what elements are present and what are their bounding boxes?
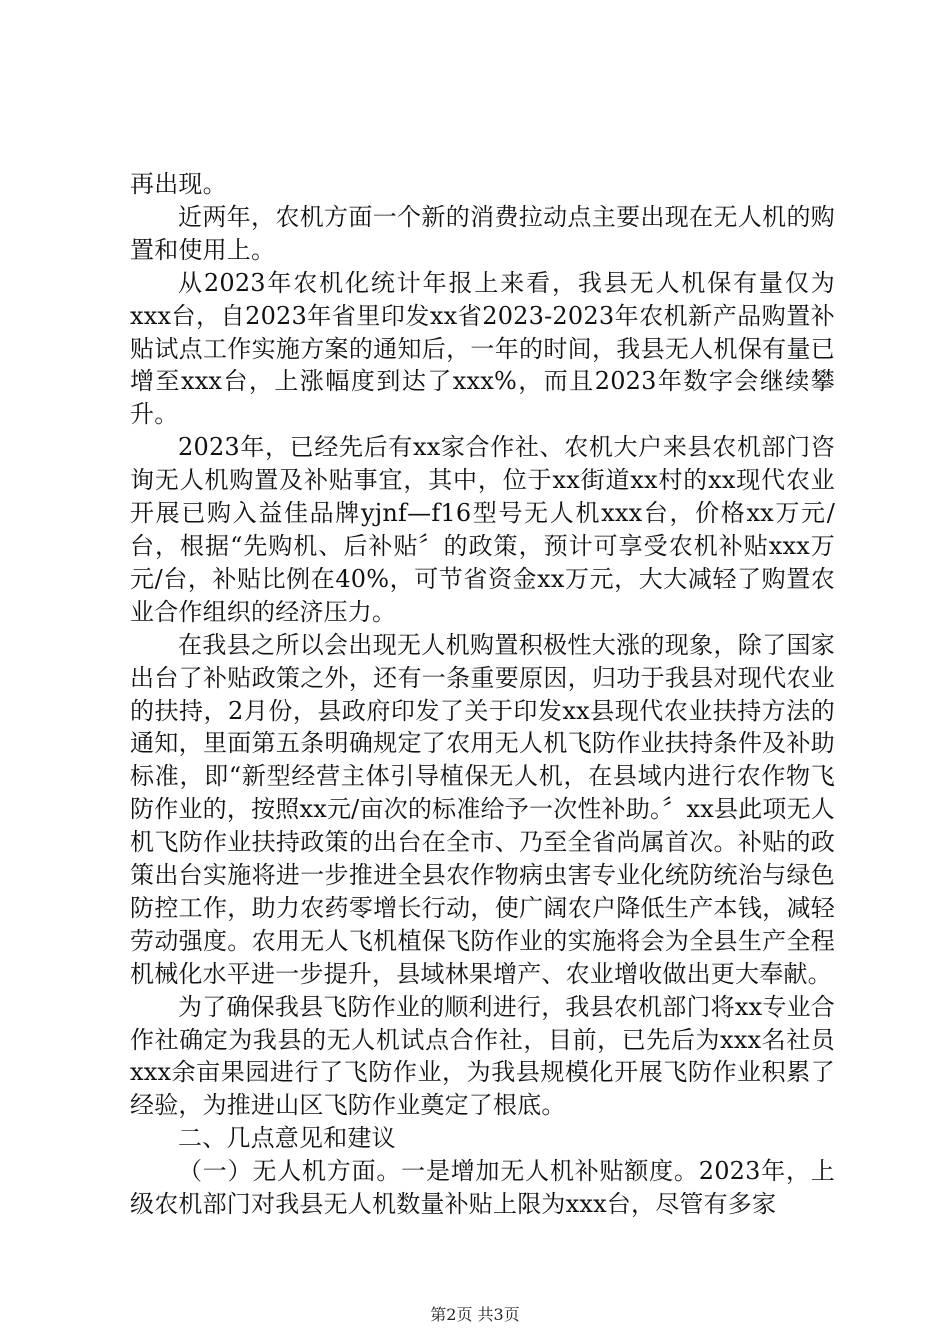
paragraph: （一）无人机方面。一是增加无人机补贴额度。2023年，上级农机部门对我县无人机数量补贴上限为xxx台，尽管有多家 xyxy=(130,1157,835,1219)
page-number-footer: 第2页 共3页 xyxy=(430,1305,520,1324)
paragraph: 2023年，已经先后有xx家合作社、农机大户来县农机部门咨询无人机购置及补贴事宜，其中，位于xx街道xx村的xx现代农业开展已购入益佳品牌yjnf—f16型号无人机xxx台，价格xx万元/台，根据“先购机、后补贴〞的政策，预计可享受农机补贴xxx万元/台，补贴比例在40%，可节省资金xx万元，大大减轻了购置农业合作组织的经济压力。 xyxy=(130,433,835,626)
section-heading: 二、几点意见和建议 xyxy=(178,1124,396,1153)
paragraph: 近两年，农机方面一个新的消费拉动点主要出现在无人机的购置和使用上。 xyxy=(130,202,835,264)
paragraph: 从2023年农机化统计年报上来看，我县无人机保有量仅为xxx台，自2023年省里印发xx省2023-2023年农机新产品购置补贴试点工作实施方案的通知后，一年的时间，我县无人机保有量已增至xxx台，上涨幅度到达了xxx%，而且2023年数字会继续攀升。 xyxy=(130,268,835,429)
paragraph: 为了确保我县飞防作业的顺利进行，我县农机部门将xx专业合作社确定为我县的无人机试点合作社，目前，已先后为xxx名社员xxx余亩果园进行了飞防作业，为我县规模化开展飞防作业积累了经验，为推进山区飞防作业奠定了根底。 xyxy=(130,992,835,1120)
paragraph-continuation: 再出现。 xyxy=(130,170,227,198)
document-body xyxy=(130,168,835,1221)
paragraph: 在我县之所以会出现无人机购置积极性大涨的现象，除了国家出台了补贴政策之外，还有一条重要原因，归功于我县对现代农业的扶持，2月份，县政府印发了关于印发xx县现代农业扶持方法的通知，里面第五条明确规定了农用无人机飞防作业扶持条件及补助标准，即“新型经营主体引导植保无人机，在县域内进行农作物飞防作业的，按照xx元/亩次的标准给予一次性补助。〞xx县此项无人机飞防作业扶持政策的出台在全市、乃至全省尚属首次。补贴的政策出台实施将进一步推进全县农作物病虫害专业化统防统治与绿色防控工作，助力农药零增长行动，使广阔农户降低生产本钱，减轻劳动强度。农用无人飞机植保飞防作业的实施将会为全县生产全程机械化水平进一步提升，县域林果增产、农业增收做出更大奉献。 xyxy=(130,630,835,988)
